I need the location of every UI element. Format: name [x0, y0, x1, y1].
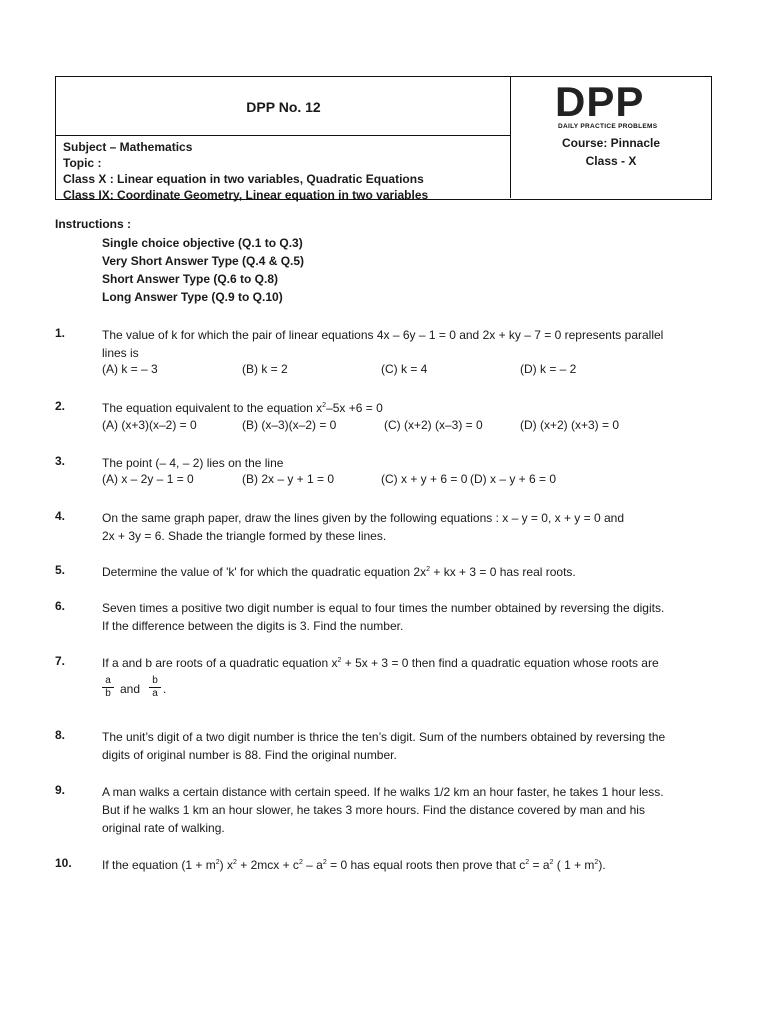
question-text — [102, 509, 713, 545]
and-text: and — [120, 682, 141, 696]
option-b: (B) 2x – y + 1 = 0 — [242, 472, 335, 486]
course-label: Course: Pinnacle — [561, 136, 661, 150]
question-text — [102, 563, 713, 581]
fraction-a-over-b — [102, 675, 114, 700]
question-text-line: On the same graph paper, draw the lines given by the following equations : x – y = 0, x + y = 0 and — [102, 511, 624, 525]
question-number: 5. — [55, 563, 66, 577]
text-segment: = a — [529, 858, 550, 872]
text-segment: – a — [302, 858, 323, 872]
question-number: 4. — [55, 509, 66, 523]
text-segment: If the equation (1 + m — [102, 858, 216, 872]
subject-block — [63, 139, 428, 203]
subject-label: Subject – Mathematics — [63, 140, 193, 154]
end-punctuation: . — [163, 682, 167, 696]
text-segment: = 0 has equal roots then prove that c — [326, 858, 526, 872]
question-number: 6. — [55, 599, 66, 613]
question-number: 3. — [55, 454, 66, 468]
superscript: 2 — [525, 859, 530, 866]
question-text-line: Seven times a positive two digit number is equal to four times the number obtained by reversing the digits. — [102, 601, 665, 615]
question-number: 8. — [55, 728, 66, 742]
superscript: 2 — [215, 859, 220, 866]
question-number: 1. — [55, 326, 66, 340]
fraction-numerator: a — [102, 675, 114, 688]
fraction-denominator: b — [105, 688, 111, 699]
header-right-panel — [511, 77, 711, 198]
class-label: Class - X — [585, 154, 637, 168]
question-text — [102, 728, 713, 764]
text-segment: ). — [598, 858, 606, 872]
question-number: 9. — [55, 783, 66, 797]
question-text-line: The unit’s digit of a two digit number is thrice the ten’s digit. Sum of the numbers obtained by reversing the — [102, 730, 666, 744]
superscript: 2 — [549, 859, 554, 866]
question-text-line: lines is — [102, 346, 139, 360]
question-text — [102, 856, 713, 874]
superscript: 2 — [322, 402, 327, 409]
text-segment: The equation equivalent to the equation x — [102, 401, 323, 415]
fraction-numerator: b — [149, 675, 161, 688]
superscript: 2 — [298, 859, 303, 866]
text-segment: –5x +6 = 0 — [326, 401, 383, 415]
instruction-item: Very Short Answer Type (Q.4 & Q.5) — [102, 254, 305, 268]
dpp-logo-subtitle: DAILY PRACTICE PROBLEMS — [558, 123, 658, 130]
option-a: (A) x – 2y – 1 = 0 — [102, 472, 194, 486]
instruction-item: Long Answer Type (Q.9 to Q.10) — [102, 290, 283, 304]
question-text — [102, 399, 713, 417]
instruction-item: Single choice objective (Q.1 to Q.3) — [102, 236, 303, 250]
topic-class-ix: Class IX: Coordinate Geometry, Linear equation in two variables — [63, 188, 429, 202]
question-text-line: original rate of walking. — [102, 821, 225, 835]
text-segment: + 5x + 3 = 0 then find a quadratic equation whose roots are — [341, 656, 659, 670]
superscript: 2 — [337, 657, 342, 664]
option-d: (D) (x+2) (x+3) = 0 — [520, 418, 620, 432]
dpp-title: DPP No. 12 — [246, 99, 321, 115]
header-left-panel — [56, 77, 511, 202]
option-a: (A) k = – 3 — [102, 362, 158, 376]
header-divider — [56, 135, 511, 136]
question-text-line: If the difference between the digits is 3. Find the number. — [102, 619, 404, 633]
superscript: 2 — [426, 566, 431, 573]
text-segment: ( 1 + m — [553, 858, 595, 872]
text-segment: + 2mcx + c — [236, 858, 299, 872]
instruction-item: Short Answer Type (Q.6 to Q.8) — [102, 272, 279, 286]
question-text-line: A man walks a certain distance with certain speed. If he walks 1/2 km an hour faster, he takes 1 hour less. — [102, 785, 664, 799]
dpp-logo: DPP — [555, 78, 645, 125]
text-segment: Determine the value of 'k' for which the quadratic equation 2x — [102, 565, 427, 579]
question-number: 2. — [55, 399, 66, 413]
option-c: (C) (x+2) (x–3) = 0 — [384, 418, 483, 432]
question-text — [102, 783, 713, 837]
question-text — [102, 326, 713, 362]
option-d: (D) x – y + 6 = 0 — [470, 472, 557, 486]
question-number: 10. — [55, 856, 72, 870]
option-c: (C) k = 4 — [381, 362, 428, 376]
superscript: 2 — [594, 859, 599, 866]
option-b: (B) (x–3)(x–2) = 0 — [242, 418, 337, 432]
topic-class-x: Class X : Linear equation in two variables, Quadratic Equations — [63, 172, 424, 186]
header-box — [55, 76, 712, 200]
question-text — [102, 599, 713, 635]
superscript: 2 — [322, 859, 327, 866]
fraction-denominator: a — [152, 688, 158, 699]
question-number: 7. — [55, 654, 66, 668]
question-text-line: digits of original number is 88. Find the original number. — [102, 748, 397, 762]
question-text-line: The value of k for which the pair of linear equations 4x – 6y – 1 = 0 and 2x + ky – 7 = 0 represents parallel — [102, 328, 664, 342]
option-b: (B) k = 2 — [242, 362, 288, 376]
text-segment: If a and b are roots of a quadratic equation x — [102, 656, 338, 670]
question-text-line: 2x + 3y = 6. Shade the triangle formed by these lines. — [102, 529, 387, 543]
option-d: (D) k = – 2 — [520, 362, 577, 376]
option-c: (C) x + y + 6 = 0 — [381, 472, 468, 486]
instructions-heading: Instructions : — [55, 217, 132, 231]
superscript: 2 — [233, 859, 237, 866]
option-a: (A) (x+3)(x–2) = 0 — [102, 418, 197, 432]
question-text — [102, 654, 713, 672]
question-text: The point (– 4, – 2) lies on the line — [102, 456, 284, 470]
text-segment: + kx + 3 = 0 has real roots. — [430, 565, 576, 579]
topic-label: Topic : — [63, 156, 102, 170]
text-segment: ) x — [219, 858, 233, 872]
question-text-line: But if he walks 1 km an hour slower, he takes 3 more hours. Find the distance covered by man and his — [102, 803, 645, 817]
fraction-b-over-a — [149, 675, 161, 700]
